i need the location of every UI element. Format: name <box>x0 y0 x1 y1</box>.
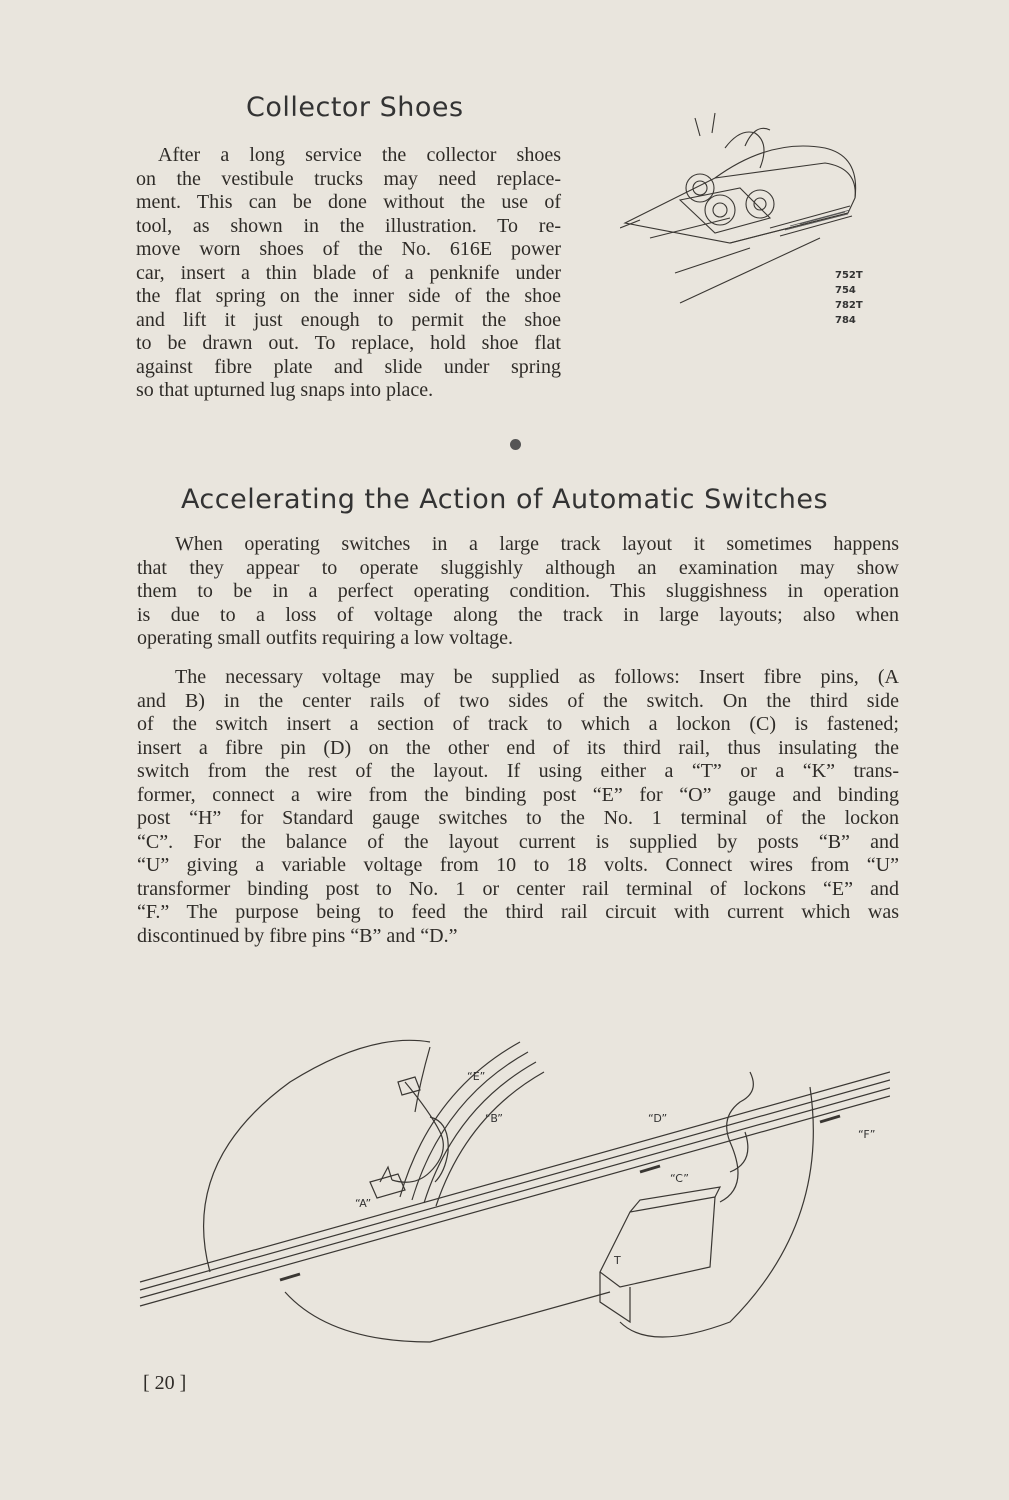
label-b: “B” <box>485 1112 504 1125</box>
text-line: car, insert a thin blade of a penknife under <box>136 261 561 284</box>
text-line: The necessary voltage may be supplied as follows: Insert fibre pins, (A <box>175 666 899 688</box>
text-line: so that upturned lug snaps into place. <box>136 379 434 401</box>
section-title-collector-shoes: Collector Shoes <box>246 92 464 123</box>
page-number: [ 20 ] <box>143 1372 187 1394</box>
text-line: the flat spring on the inner side of the shoe <box>136 285 561 307</box>
label-f: “F” <box>858 1128 876 1141</box>
section-divider-dot <box>510 439 521 450</box>
text-line: and B) in the center rails of two sides of the switch. On the third side <box>137 689 899 712</box>
text-line: “C”. For the balance of the layout current is supplied by posts “B” and <box>137 830 899 853</box>
text-line: insert a fibre pin (D) on the other end of its third rail, thus insulating the <box>137 736 899 759</box>
text-line: tool, as shown in the illustration. To re- <box>136 214 561 237</box>
text-line: switch from the rest of the layout. If using either a “T” or a “K” trans- <box>137 760 899 782</box>
figure-number-752t: 752T <box>835 270 863 281</box>
text-line: on the vestibule trucks may need replace- <box>136 167 561 190</box>
figure-number-784: 784 <box>835 315 856 326</box>
text-line: move worn shoes of the No. 616E power <box>136 238 561 260</box>
text-line: “U” giving a variable voltage from 10 to 18 volts. Connect wires from “U” <box>137 854 899 876</box>
label-d: “D” <box>648 1112 668 1125</box>
text-line: former, connect a wire from the binding post “E” for “O” gauge and binding <box>137 783 899 806</box>
text-line: transformer binding post to No. 1 or center rail terminal of lockons “E” and <box>137 877 899 900</box>
text-line: is due to a loss of voltage along the track in large layouts; also when <box>137 603 899 626</box>
text-line: operating small outfits requiring a low voltage. <box>137 627 514 649</box>
section-title-automatic-switches: Accelerating the Action of Automatic Switches <box>180 484 829 515</box>
text-line: When operating switches in a large track layout it sometimes happens <box>175 533 899 555</box>
text-line: post “H” for Standard gauge switches to the No. 1 terminal of the lockon <box>137 807 899 829</box>
label-e: “E” <box>467 1070 486 1083</box>
text-line: ment. This can be done without the use of <box>136 191 561 213</box>
text-line: After a long service the collector shoes <box>158 144 561 166</box>
label-c: “C” <box>670 1172 689 1185</box>
switches-paragraph-2 <box>137 666 899 948</box>
text-line: discontinued by fibre pins “B” and “D.” <box>137 924 458 947</box>
switches-paragraph-1 <box>137 533 899 651</box>
collector-shoe-illustration <box>620 108 870 333</box>
text-line: against fibre plate and slide under spring <box>136 355 561 378</box>
figure-number-782t: 782T <box>835 300 863 311</box>
text-line: them to be in a perfect operating condition. This sluggishness in operation <box>137 580 899 602</box>
label-a: “A” <box>355 1197 372 1210</box>
collector-shoes-paragraph <box>136 144 561 403</box>
text-line: “F.” The purpose being to feed the third rail circuit with current which was <box>137 901 899 923</box>
figure-number-754: 754 <box>835 285 856 296</box>
switch-wiring-diagram <box>130 1022 890 1362</box>
text-line: to be drawn out. To replace, hold shoe flat <box>136 332 561 354</box>
text-line: that they appear to operate sluggishly although an examination may show <box>137 556 899 579</box>
label-t: T <box>614 1254 621 1267</box>
text-line: and lift it just enough to permit the shoe <box>136 308 561 331</box>
text-line: of the switch insert a section of track to which a lockon (C) is fastened; <box>137 713 899 735</box>
